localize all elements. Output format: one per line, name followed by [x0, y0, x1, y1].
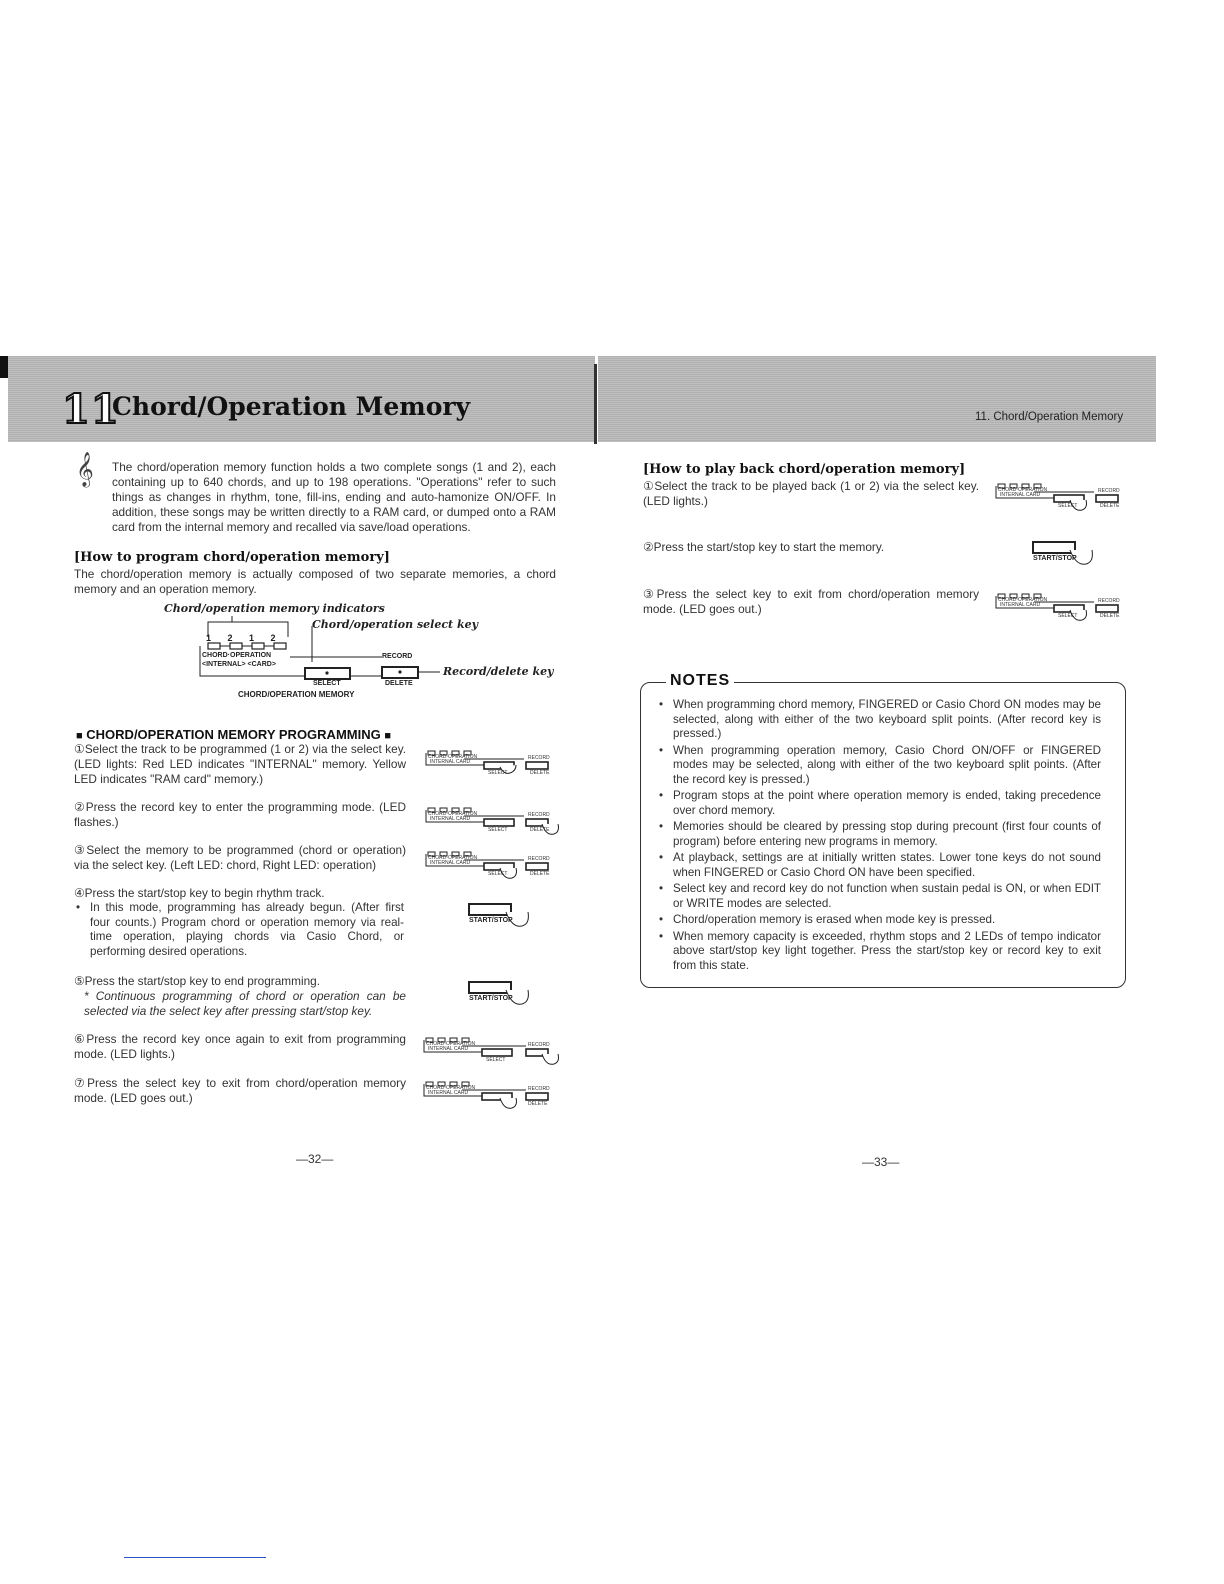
note-item: • Select key and record key do not function when sustain pedal is ON, or when EDIT or WRITE modes are selected.: [655, 882, 1101, 911]
mini-panel-title: CHORD·OPERATION: [998, 597, 1048, 603]
start-stop-key-r: [1030, 540, 1100, 574]
program-heading: [How to program chord/operation memory]: [74, 550, 390, 565]
step-number: ⑤: [74, 974, 85, 988]
step-5-note: * Continuous programming of chord or operation can be selected via the select key after pressing start/stop key.: [84, 989, 406, 1018]
step-number: ⑦: [74, 1076, 88, 1090]
page-number-right: —33—: [862, 1155, 900, 1169]
mini-panel-delete: DELETE: [530, 770, 550, 776]
note-item: • When memory capacity is exceeded, rhythm stops and 2 LEDs of tempo indicator above start/stop key light together. Press the start/stop key or record key to exit from this state.: [655, 930, 1101, 974]
internal-card-label: <INTERNAL> <CARD>: [202, 661, 276, 668]
record-delete-label: Record/delete key: [443, 665, 554, 678]
mini-panel-svg: [424, 802, 560, 842]
mini-panel-internal-card: INTERNAL CARD: [1000, 492, 1041, 498]
running-head: 11. Chord/Operation Memory: [975, 411, 1124, 423]
programming-heading: [76, 727, 391, 742]
mini-panel-svg: [994, 478, 1130, 518]
start-stop-key-2: [466, 980, 536, 1014]
mini-panel-select: SELECT: [488, 827, 508, 833]
step-text: Press the start/stop key to begin rhythm track.: [84, 886, 325, 900]
step-number: ⑥: [74, 1032, 87, 1046]
step-3: [74, 843, 406, 873]
mini-panel-delete: DELETE: [1100, 503, 1120, 509]
step-number: ③: [74, 843, 87, 857]
square-bullet-icon: ■: [384, 730, 391, 742]
page-spine: [594, 364, 597, 444]
mini-panel-record: RECORD: [1098, 598, 1120, 604]
notes-title: NOTES: [666, 672, 734, 690]
mini-panel-select: SELECT: [1058, 503, 1078, 509]
record-label: RECORD: [382, 653, 413, 660]
select-label: SELECT: [313, 680, 341, 687]
step-text: Press the select key to exit from chord/operation memory mode. (LED goes out.): [74, 1076, 407, 1105]
mini-panel-internal-card: INTERNAL CARD: [1000, 602, 1041, 608]
start-stop-label: START/STOP: [469, 995, 513, 1002]
notes-list: [655, 698, 1101, 975]
playback-step-3: [643, 587, 979, 617]
mini-panel-title: CHORD·OPERATION: [428, 855, 478, 861]
mini-panel-svg: [422, 1076, 562, 1116]
step-7: [74, 1076, 406, 1106]
chapter-title: Chord/Operation Memory: [112, 392, 471, 421]
right-header-banner: [598, 356, 1156, 442]
mini-panel-svg: [424, 846, 560, 886]
step-5: [74, 974, 406, 989]
step-text: Press the start/stop key to start the memory.: [653, 540, 885, 554]
playback-step-2: [643, 540, 979, 555]
mini-panel-2: [424, 802, 560, 842]
step-4-bullet: • In this mode, programming has already begun. (After first four counts.) Program chord or operation memory via real-time operation, playing chords via Casio Chord, or performing desired operations.: [72, 901, 404, 959]
square-bullet-icon: ■: [76, 730, 83, 742]
note-item: • At playback, settings are at initially written states. Lower tone keys do not sound when FINGERED or Casio Chord ON have been specified.: [655, 851, 1101, 880]
program-text: The chord/operation memory is actually composed of two separate memories, a chord memory and an operation memory.: [74, 567, 556, 596]
mini-panel-record: RECORD: [528, 1086, 550, 1092]
note-item: • Memories should be cleared by pressing stop during precount (first four counts of program) before entering new programs in memory.: [655, 820, 1101, 849]
mini-panel-internal-card: INTERNAL CARD: [430, 816, 471, 822]
step-number: ②: [643, 540, 654, 554]
mini-panel-select: SELECT: [486, 1057, 506, 1063]
step-1: [74, 742, 406, 787]
playback-heading: [How to play back chord/operation memory]: [643, 462, 966, 477]
step-number: ①: [643, 479, 655, 493]
mini-panel-select: SELECT: [1058, 613, 1078, 619]
mini-panel-1: [424, 745, 560, 777]
mini-panel-svg: [994, 588, 1130, 628]
select-key-label: Chord/operation select key: [312, 618, 478, 631]
mini-panel-4: [422, 1032, 562, 1072]
page-number-left: —32—: [296, 1152, 334, 1166]
mini-panel-record: RECORD: [528, 755, 550, 761]
mini-panel-internal-card: INTERNAL CARD: [430, 759, 471, 765]
mini-panel-svg: [422, 1032, 562, 1072]
step-6: [74, 1032, 406, 1062]
delete-label: DELETE: [385, 680, 413, 687]
mini-panel-title: CHORD·OPERATION: [428, 811, 478, 817]
mini-panel-select: SELECT: [488, 871, 508, 877]
bottom-rule: [124, 1557, 266, 1558]
step-number: ①: [74, 742, 85, 756]
step-number: ②: [74, 800, 86, 814]
mini-panel-delete: DELETE: [528, 1101, 548, 1107]
mini-panel-internal-card: INTERNAL CARD: [428, 1046, 469, 1052]
step-number: ④: [74, 886, 85, 900]
mini-panel-3: [424, 846, 560, 886]
mini-panel-internal-card: INTERNAL CARD: [428, 1090, 469, 1096]
mini-panel-record: RECORD: [528, 1042, 550, 1048]
mini-panel-r2: [994, 588, 1130, 628]
mini-panel-internal-card: INTERNAL CARD: [430, 860, 471, 866]
note-item: • Chord/operation memory is erased when mode key is pressed.: [655, 913, 1101, 928]
step-text: Press the select key to exit from chord/operation memory mode. (LED goes out.): [643, 587, 979, 616]
mini-panel-delete: DELETE: [530, 827, 550, 833]
note-item: • When programming chord memory, FINGERED or Casio Chord ON modes may be selected, along with either of the two keyboard split points. (After record key is pressed.): [655, 698, 1101, 742]
playback-step-1: [643, 479, 979, 509]
step-4: [74, 886, 406, 901]
mini-panel-select: SELECT: [488, 770, 508, 776]
mini-panel-title: CHORD·OPERATION: [428, 754, 478, 760]
indicators-label: Chord/operation memory indicators: [164, 602, 385, 615]
diagram-caption: CHORD/OPERATION MEMORY: [238, 690, 355, 699]
step-text: Press the start/stop key to end programming.: [84, 974, 320, 988]
track-numbers: 1 2 1 2: [206, 633, 283, 643]
step-text: Press the record key once again to exit from programming mode. (LED lights.): [74, 1032, 406, 1061]
step-text: Press the record key to enter the programming mode. (LED flashes.): [74, 800, 407, 829]
mini-panel-delete: DELETE: [1100, 613, 1120, 619]
mini-panel-5: [422, 1076, 562, 1116]
mini-panel-r1: [994, 478, 1130, 518]
note-item: • When programming operation memory, Casio Chord ON/OFF or FINGERED modes may be selected, along with either of the two keyboard split points. (After the record key is pressed.): [655, 744, 1101, 788]
mini-panel-delete: DELETE: [530, 871, 550, 877]
start-stop-key-1: [466, 902, 536, 936]
panel-title: CHORD·OPERATION: [202, 652, 272, 659]
step-text: Select the track to be programmed (1 or 2) via the select key. (LED lights: Red LED indicates "INTERNAL" memory. Yellow LED indicates "RAM card" memory.): [74, 742, 406, 786]
mini-panel-title: CHORD·OPERATION: [998, 487, 1048, 493]
note-item: • Program stops at the point where operation memory is ended, taking precedence over chord memory.: [655, 789, 1101, 818]
panel-diagram: [160, 600, 560, 740]
step-text: Select the track to be played back (1 or 2) via the select key. (LED lights.): [643, 479, 979, 508]
mini-panel-title: CHORD·OPERATION: [426, 1085, 476, 1091]
mini-panel-record: RECORD: [528, 812, 550, 818]
programming-heading-text: CHORD/OPERATION MEMORY PROGRAMMING: [86, 727, 381, 742]
mini-panel-record: RECORD: [1098, 488, 1120, 494]
mini-panel-title: CHORD·OPERATION: [426, 1041, 476, 1047]
start-stop-label: START/STOP: [469, 917, 513, 924]
mini-panel-record: RECORD: [528, 856, 550, 862]
start-stop-label: START/STOP: [1033, 555, 1077, 562]
step-text: Select the memory to be programmed (chord or operation) via the select key. (Left LED: chord, Right LED: operation): [74, 843, 406, 872]
treble-clef-icon: 𝄞: [76, 452, 94, 487]
intro-paragraph: The chord/operation memory function holds a two complete songs (1 and 2), each containing up to 640 chords, and up to 198 operations. "Operations" refer to such things as changes in rhythm, tone, fill-ins, ending and auto-hamonize ON/OFF. In addition, these songs may be written directly to a RAM card, or dumped onto a RAM card from the internal memory and recalled via save/load operations.: [112, 460, 556, 534]
step-2: [74, 800, 406, 830]
step-number: ③: [643, 587, 657, 601]
chapter-number: 11: [62, 386, 120, 433]
